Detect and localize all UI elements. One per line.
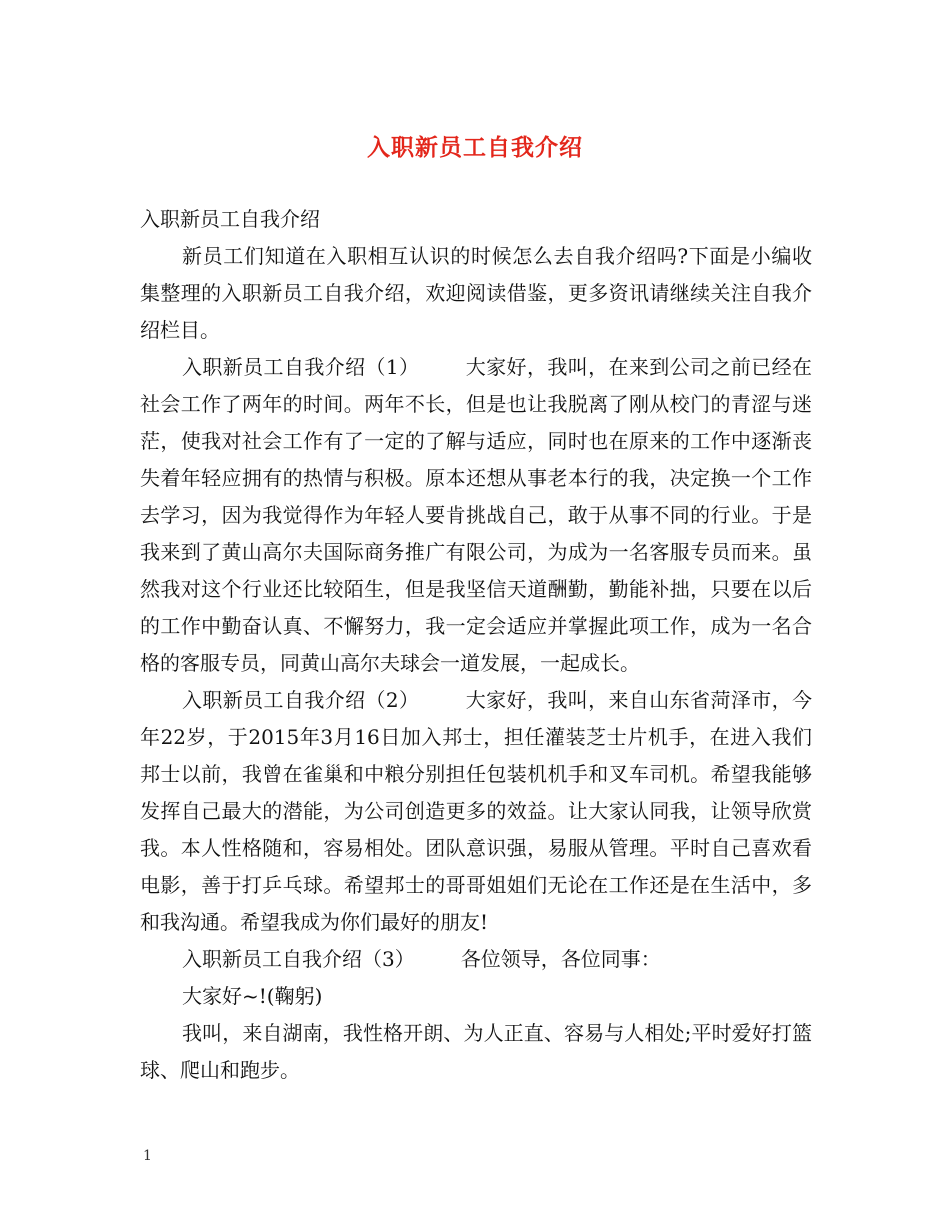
section-1-label: 入职新员工自我介绍（1）	[182, 355, 420, 379]
section-2-paragraph	[140, 682, 812, 941]
closing-paragraph: 我叫，来自湖南，我性格开朗、为人正直、容易与人相处;平时爱好打篮球、爬山和跑步。	[140, 1021, 812, 1082]
document-title: 入职新员工自我介绍	[367, 134, 583, 161]
section-3-text: 各位领导，各位同事：	[460, 947, 661, 971]
section-3-label: 入职新员工自我介绍（3）	[182, 947, 415, 971]
section-1-text: 大家好，我叫，在来到公司之前已经在社会工作了两年的时间。两年不长，但是也让我脱离了刚从校门的青涩与迷茫，使我对社会工作有了一定的了解与适应，同时也在原来的工作中逐渐丧失着年轻应拥有的热情与积极。原本还想从事老本行的我，决定换一个工作去学习，因为我觉得作为年轻人要肯挑战自己，敢于从事不同的行业。于是我来到了黄山高尔夫国际商务推广有限公司，为成为一名客服专员而来。虽然我对这个行业还比较陌生，但是我坚信天道酬勤，勤能补拙，只要在以后的工作中勤奋认真、不懈努力，我一定会适应并掌握此项工作，成为一名合格的客服专员，同黄山高尔夫球会一道发展，一起成长。	[140, 355, 812, 675]
section-2-label: 入职新员工自我介绍（2）	[182, 688, 420, 712]
body-heading: 入职新员工自我介绍	[140, 207, 320, 231]
section-2-text: 大家好，我叫，来自山东省菏泽市，今年22岁，于2015年3月16日加入邦士，担任灌装芝士片机手，在进入我们邦士以前，我曾在雀巢和中粮分别担任包装机机手和叉车司机。希望我能够发挥自己最大的潜能，为公司创造更多的效益。让大家认同我，让领导欣赏我。本人性格随和，容易相处。团队意识强，易服从管理。平时自己喜欢看电影，善于打乒乓球。希望邦士的哥哥姐姐们无论在工作还是在生活中，多和我沟通。希望我成为你们最好的朋友!	[140, 688, 812, 934]
section-3-paragraph	[140, 941, 812, 978]
section-1-paragraph	[140, 349, 812, 682]
document-body	[140, 201, 812, 1089]
intro-paragraph: 新员工们知道在入职相互认识的时候怎么去自我介绍吗?下面是小编收集整理的入职新员工自我介绍，欢迎阅读借鉴，更多资讯请继续关注自我介绍栏目。	[140, 244, 812, 342]
page-number: 1	[143, 1148, 152, 1164]
greeting-paragraph: 大家好~!(鞠躬)	[182, 984, 323, 1008]
